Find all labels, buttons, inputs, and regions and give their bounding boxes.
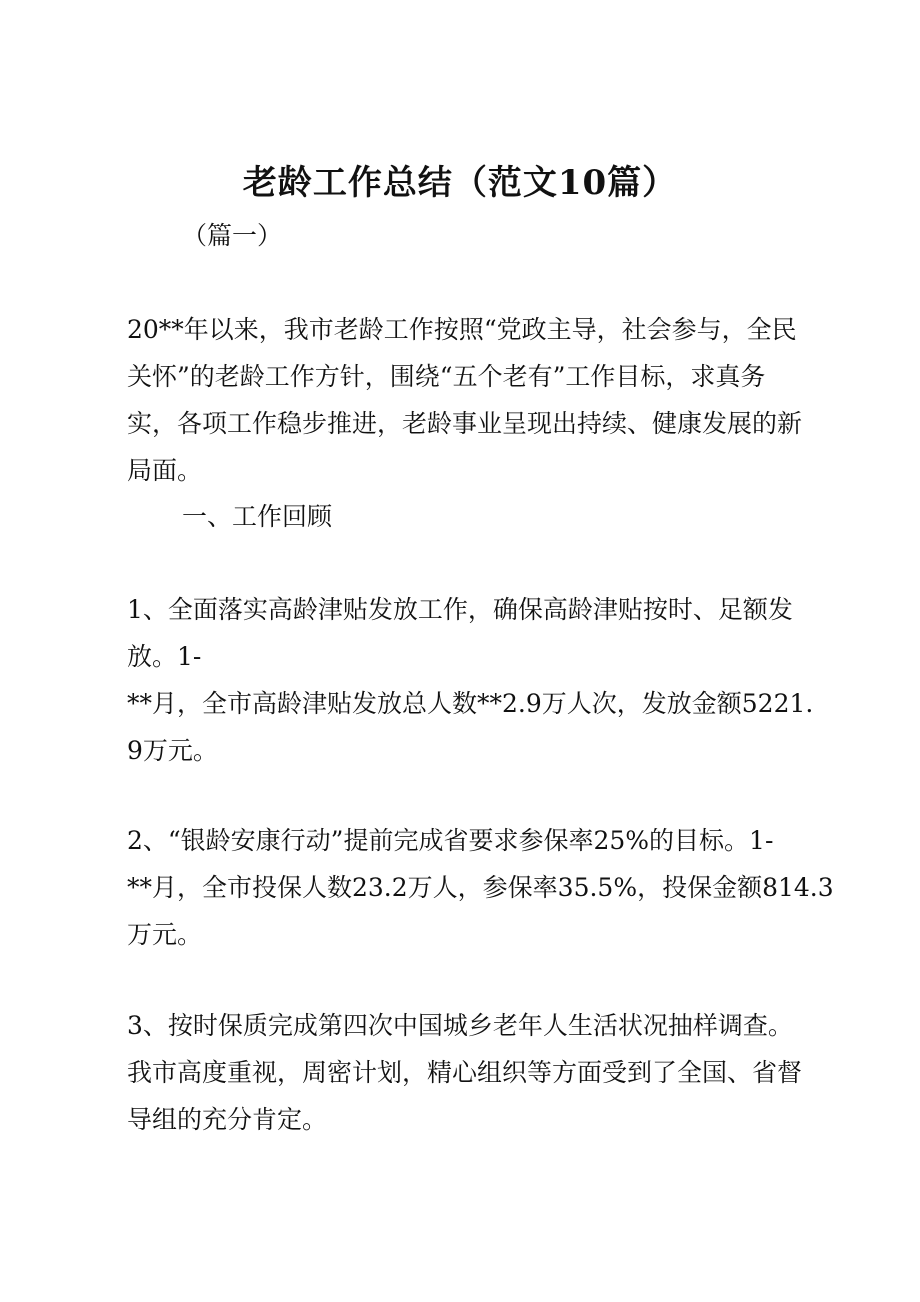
document-title: 老龄工作总结（范文10篇） xyxy=(242,163,678,203)
item-3-line: 3、按时保质完成第四次中国城乡老年人生活状况抽样调查。 xyxy=(127,1011,793,1040)
item-3-line: 导组的充分肯定。 xyxy=(127,1105,328,1134)
intro-paragraph xyxy=(127,306,807,494)
intro-line: 关怀”的老龄工作方针，围绕“五个老有”工作目标，求真务 xyxy=(127,362,766,391)
intro-line: 20**年以来，我市老龄工作按照“党政主导，社会参与，全民 xyxy=(127,315,797,344)
item-2-line: **月，全市投保人数23.2万人，参保率35.5%，投保金额814.3 xyxy=(127,873,834,902)
intro-line: 实，各项工作稳步推进，老龄事业呈现出持续、健康发展的新 xyxy=(127,409,803,438)
item-2-line: 2、“银龄安康行动”提前完成省要求参保率25%的目标。1- xyxy=(127,826,774,855)
item-1-line: 1、全面落实高龄津贴发放工作，确保高龄津贴按时、足额发 xyxy=(127,595,793,624)
item-2-line: 万元。 xyxy=(127,920,203,949)
item-2-paragraph xyxy=(127,817,834,958)
item-1-line: 放。1- xyxy=(127,642,202,671)
item-3-line: 我市高度重视，周密计划，精心组织等方面受到了全国、省督 xyxy=(127,1058,803,1087)
item-1-paragraph xyxy=(127,586,814,774)
item-3-paragraph xyxy=(127,1002,807,1143)
item-1-line: 9万元。 xyxy=(127,736,218,765)
document-subtitle: （篇一） xyxy=(182,221,283,250)
intro-line: 局面。 xyxy=(127,456,203,485)
item-1-line: **月，全市高龄津贴发放总人数**2.9万人次，发放金额5221. xyxy=(127,689,814,718)
section-heading: 一、工作回顾 xyxy=(182,502,333,531)
